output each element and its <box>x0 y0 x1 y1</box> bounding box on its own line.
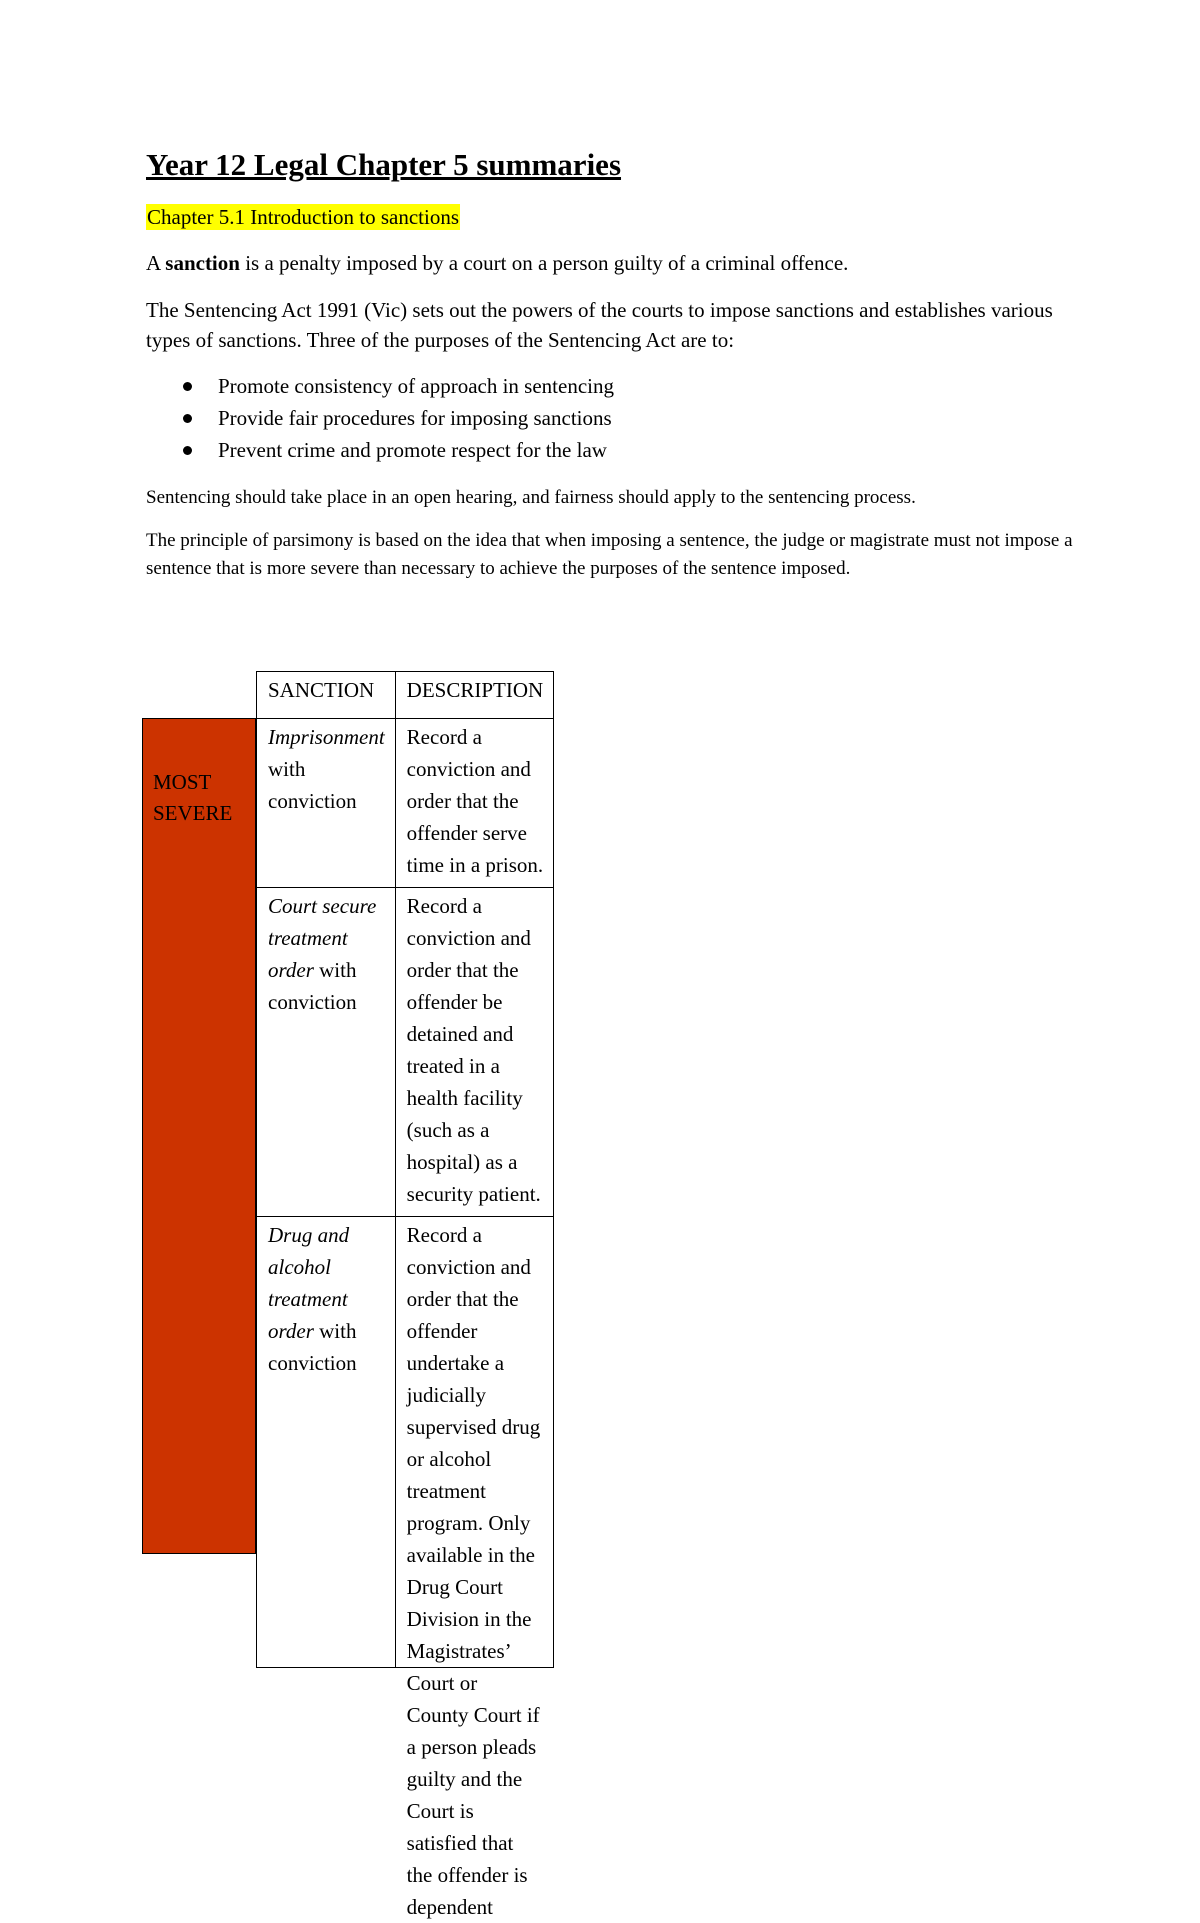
list-item-text: Provide fair procedures for imposing sanctions <box>218 406 612 430</box>
sanction-name: Court secure treatment order <box>268 894 377 982</box>
list-item <box>146 434 1046 466</box>
severity-label-line: MOST <box>153 770 212 794</box>
description-cell <box>395 1217 554 1919</box>
definition-term: sanction <box>165 251 240 275</box>
severity-bar <box>142 718 256 1554</box>
list-item-text: Promote consistency of approach in sentencing <box>218 374 614 398</box>
list-item <box>146 370 1046 402</box>
section-heading: Chapter 5.1 Introduction to sanctions <box>147 205 460 229</box>
bullet-icon <box>183 446 192 455</box>
open-hearing-paragraph: Sentencing should take place in an open hearing, and fairness should apply to the sentencing process. <box>146 487 916 508</box>
sanction-name: Drug and alcohol treatment order <box>268 1223 350 1343</box>
column-header-description: DESCRIPTION <box>395 672 554 719</box>
bullet-icon <box>183 382 192 391</box>
table-row <box>257 1217 554 1668</box>
sanction-qualifier: with conviction <box>268 958 357 1014</box>
sanction-definition <box>146 248 1076 278</box>
sanction-cell <box>257 1217 396 1668</box>
table-row <box>257 888 554 1217</box>
column-header-sanction: SANCTION <box>257 672 396 719</box>
description-text: Record a conviction and order that the offender undertake a judicially supervised drug or alcohol treatment program. Only available in the Drug Court Division in the Magistrates’ Court or County Court if a person pleads guilty and the Court is satisfied that the offender is dependent <box>406 1223 541 1919</box>
sanction-name: Imprisonment <box>268 725 385 749</box>
parsimony-paragraph: The principle of parsimony is based on the idea that when imposing a sentence, the judge or magistrate must not impose a sentence that is more severe than necessary to achieve the purposes of the sentence imposed. <box>146 530 1073 579</box>
description-cell: Record a conviction and order that the offender be detained and treated in a health facility (such as a hospital) as a security patient. <box>395 888 554 1217</box>
sanctions-table <box>256 671 554 1919</box>
sanction-cell <box>257 888 396 1217</box>
severity-label <box>153 767 232 829</box>
sanction-qualifier: with conviction <box>268 757 357 813</box>
table-row <box>257 719 554 888</box>
sanction-qualifier: with conviction <box>268 1319 357 1375</box>
purposes-list <box>146 370 1046 466</box>
sentencing-act-paragraph: The Sentencing Act 1991 (Vic) sets out the powers of the courts to impose sanctions and establishes various types of sanctions. Three of the purposes of the Sentencing Act are to: <box>146 298 1053 352</box>
severity-label-line: SEVERE <box>153 801 233 825</box>
definition-text: is a penalty imposed by a court on a person guilty of a criminal offence. <box>239 251 849 275</box>
description-cell: Record a conviction and order that the offender serve time in a prison. <box>395 719 554 888</box>
definition-prefix: A <box>146 251 166 275</box>
bullet-icon <box>183 414 192 423</box>
list-item-text: Prevent crime and promote respect for the law <box>218 438 607 462</box>
list-item <box>146 402 1046 434</box>
document-title: Year 12 Legal Chapter 5 summaries <box>146 147 622 182</box>
sanction-cell <box>257 719 396 888</box>
table-header-row <box>257 672 554 719</box>
